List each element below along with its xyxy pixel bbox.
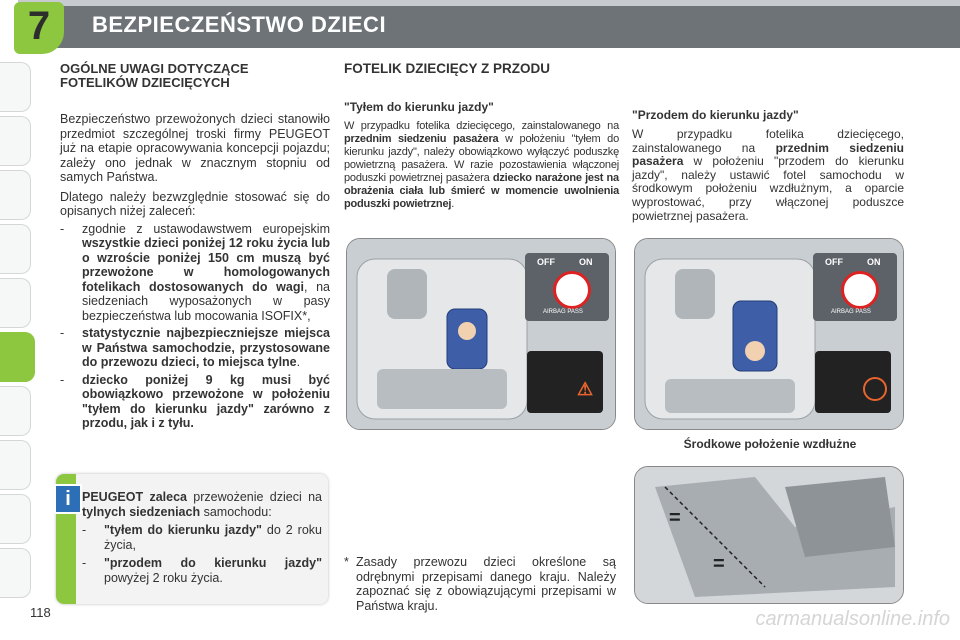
side-tab-9[interactable] bbox=[0, 494, 31, 544]
chapter-number: 7 bbox=[27, 4, 51, 48]
page-number: 118 bbox=[30, 605, 51, 620]
seat-position-caption: Środkowe położenie wzdłużne bbox=[683, 437, 857, 451]
forward-facing-illustration bbox=[634, 238, 904, 430]
car-interior-rear-facing-image bbox=[347, 239, 615, 429]
airbag-on-label: ON bbox=[579, 257, 593, 267]
side-tab-10[interactable] bbox=[0, 548, 31, 598]
left-heading-1: OGÓLNE UWAGI DOTYCZĄCE bbox=[60, 61, 249, 76]
airbag-off-label-2: OFF bbox=[825, 257, 843, 267]
airbag-on-warning-icon bbox=[863, 377, 887, 401]
middle-column bbox=[344, 62, 619, 211]
info-text: PEUGEOT zaleca przewożenie dzieci na tylnych siedzeniach samochodu: bbox=[82, 490, 322, 519]
seat-position-illustration bbox=[634, 466, 904, 604]
left-heading-2: FOTELIKÓW DZIECIĘCYCH bbox=[60, 75, 230, 90]
info-item-2: - "przodem do kierunku jazdy" powyżej 2 roku życia. bbox=[82, 556, 322, 585]
forward-facing-subheading: "Przodem do kierunku jazdy" bbox=[632, 108, 799, 122]
bullet-1: - zgodnie z ustawodawstwem europejskim wszystkie dzieci poniżej 12 roku życia lub o wzroście poniżej 150 cm muszą być przewożone w homologowanych fotelikach dostosowanych do wagi, na siedzeniach wyposażonych w pasy bezpieczeństwa lub mocowania ISOFIX*, bbox=[60, 221, 331, 323]
car-interior-forward-facing-image bbox=[635, 239, 903, 429]
bullet-3: - dziecko poniżej 9 kg musi być obowiązkowo przewożone w położeniu "tyłem do kierunku jazdy" zarówno z przodu, jak i z tyłu. bbox=[60, 372, 330, 430]
rear-facing-text: W przypadku fotelika dziecięcego, zainstalowanego na przednim siedzeniu pasażera w położeniu "tyłem do kierunku jazdy", należy obowiązkowo wyłączyć poduszkę powietrzną pasażera. W razie pozostawienia włączonej poduszki powietrznej pasażera dziecko narażone jest na obrażenia ciała lub śmierć w momencie uwolnienia poduszki powietrznej. bbox=[344, 120, 619, 210]
airbag-switch-off-icon bbox=[553, 271, 591, 309]
info-item-1: - "tyłem do kierunku jazdy" do 2 roku życia, bbox=[82, 523, 322, 552]
forward-facing-text: W przypadku fotelika dziecięcego, zainstalowanego na przednim siedzeniu pasażera w położeniu "przodem do kierunku jazdy", należy ustawić fotel samochodu w środkowym położeniu wzdłużnym, a oparcie wyprostować, przy włączonej poduszce powietrznej pasażera. bbox=[632, 127, 904, 223]
side-tab-1[interactable] bbox=[0, 62, 31, 112]
rear-facing-illustration bbox=[346, 238, 616, 430]
airbag-on-label-2: ON bbox=[867, 257, 881, 267]
left-paragraph-2: Dlatego należy bezwzględnie stosować się do opisanych niżej zaleceń: bbox=[60, 189, 330, 218]
footnote: * Zasady przewozu dzieci określone są odrębnymi przepisami danego kraju. Należy zapoznać się z obowiązującymi przepisami w Państwa kraju. bbox=[344, 555, 616, 613]
left-paragraph-1: Bezpieczeństwo przewożonych dzieci stanowiło przedmiot szczególnej troski firmy PEUGEOT już na etapie opracowywania koncepcji pojazdu; zależy ono jednak w znacznym stopniu od samych Państwa. bbox=[60, 112, 330, 184]
left-column bbox=[60, 62, 330, 431]
airbag-pass-label-2: AIRBAG PASS bbox=[831, 309, 871, 315]
side-tab-7[interactable] bbox=[0, 386, 31, 436]
rear-facing-subheading: "Tyłem do kierunku jazdy" bbox=[344, 100, 494, 114]
airbag-off-warning-icon: ⚠ bbox=[577, 379, 594, 399]
side-tab-active[interactable] bbox=[0, 332, 35, 382]
right-column bbox=[632, 108, 904, 223]
airbag-switch-on-icon bbox=[841, 271, 879, 309]
side-tab-4[interactable] bbox=[0, 224, 31, 274]
watermark: carmanualsonline.info bbox=[755, 608, 950, 630]
airbag-pass-label: AIRBAG PASS bbox=[543, 309, 583, 315]
page-title: BEZPIECZEŃSTWO DZIECI bbox=[92, 12, 387, 37]
side-tab-3[interactable] bbox=[0, 170, 31, 220]
equal-sign-1: = bbox=[669, 507, 681, 529]
airbag-off-label: OFF bbox=[537, 257, 555, 267]
side-tab-8[interactable] bbox=[0, 440, 31, 490]
side-tabs bbox=[0, 60, 40, 640]
seat-rail-image bbox=[635, 467, 903, 603]
info-content bbox=[82, 490, 322, 585]
side-tab-5[interactable] bbox=[0, 278, 31, 328]
bullet-2: - statystycznie najbezpieczniejsze miejsca w Państwa samochodzie, przystosowane do przewozu dzieci, to miejsca tylne. bbox=[60, 326, 330, 369]
middle-heading: FOTELIK DZIECIĘCY Z PRZODU bbox=[344, 61, 551, 76]
info-icon: i bbox=[54, 484, 82, 514]
equal-sign-2: = bbox=[713, 553, 725, 575]
side-tab-2[interactable] bbox=[0, 116, 31, 166]
